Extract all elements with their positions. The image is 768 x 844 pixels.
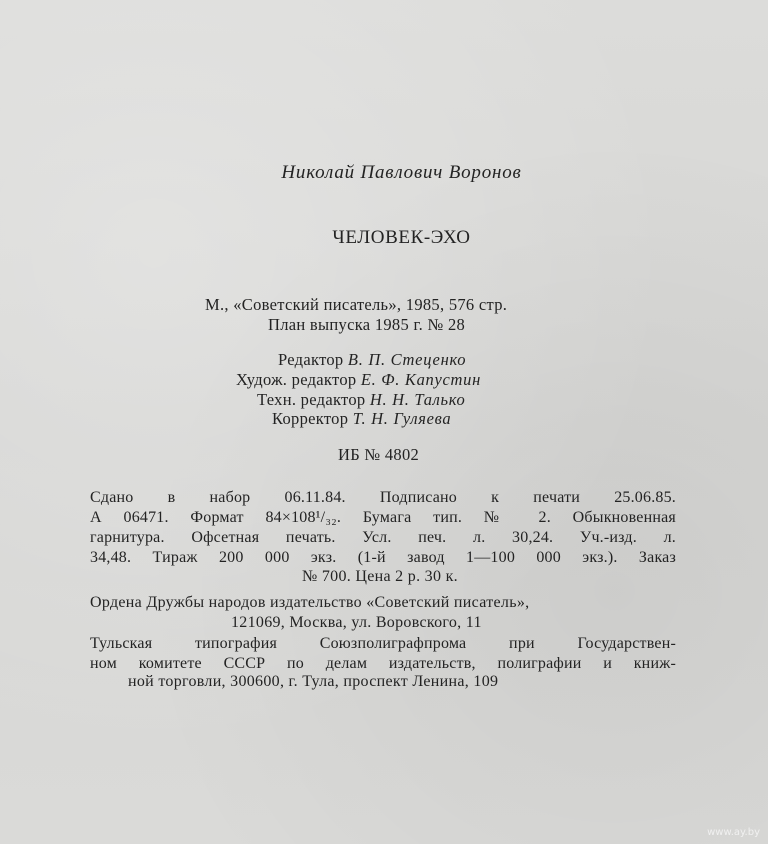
publication-line: М., «Советский писатель», 1985, 576 стр. <box>205 295 508 314</box>
publisher-address: 121069, Москва, ул. Воровского, 11 <box>231 614 482 631</box>
imprint-line: Сдано в набор 06.11.84. Подписано к печати 25.06.85. <box>90 489 676 506</box>
author-name: Николай Павлович Воронов <box>281 162 522 183</box>
credit-role: Техн. редактор <box>257 390 366 409</box>
imprint-line: А 06471. Формат 84×108¹/₃₂. Бумага тип. № 2. Обыкновенная <box>90 509 676 526</box>
credit-role: Редактор <box>278 350 344 369</box>
credit-name: Т. Н. Гуляева <box>352 409 452 428</box>
credit-tech-editor <box>257 390 466 410</box>
printer-line: ном комитете СССР по делам издательств, полиграфии и книж- <box>90 655 676 672</box>
credit-role: Худож. редактор <box>236 370 357 389</box>
credit-name: Е. Ф. Капустин <box>360 370 481 389</box>
imprint-line: гарнитура. Офсетная печать. Усл. печ. л. 30,24. Уч.-изд. л. <box>90 529 676 546</box>
credit-editor <box>278 350 466 370</box>
credit-name: В. П. Стеценко <box>347 350 467 369</box>
book-title: ЧЕЛОВЕК-ЭХО <box>332 227 471 248</box>
imprint-line: № 700. Цена 2 р. 30 к. <box>302 568 458 585</box>
printer-line: Тульская типография Союзполиграфпрома при Государствен- <box>90 635 676 652</box>
credit-role: Корректор <box>272 409 349 428</box>
credit-name: Н. Н. Талько <box>369 390 466 409</box>
credit-art-editor <box>236 370 481 390</box>
plan-line: План выпуска 1985 г. № 28 <box>268 315 466 334</box>
printer-line: ной торговли, 300600, г. Тула, проспект Ленина, 109 <box>128 673 499 690</box>
credit-proofreader <box>272 409 451 429</box>
ib-number: ИБ № 4802 <box>338 445 420 464</box>
watermark: www.ay.by <box>707 827 760 838</box>
publisher-line: Ордена Дружбы народов издательство «Советский писатель», <box>90 594 530 611</box>
imprint-line: 34,48. Тираж 200 000 экз. (1-й завод 1—100 000 экз.). Заказ <box>90 549 676 566</box>
